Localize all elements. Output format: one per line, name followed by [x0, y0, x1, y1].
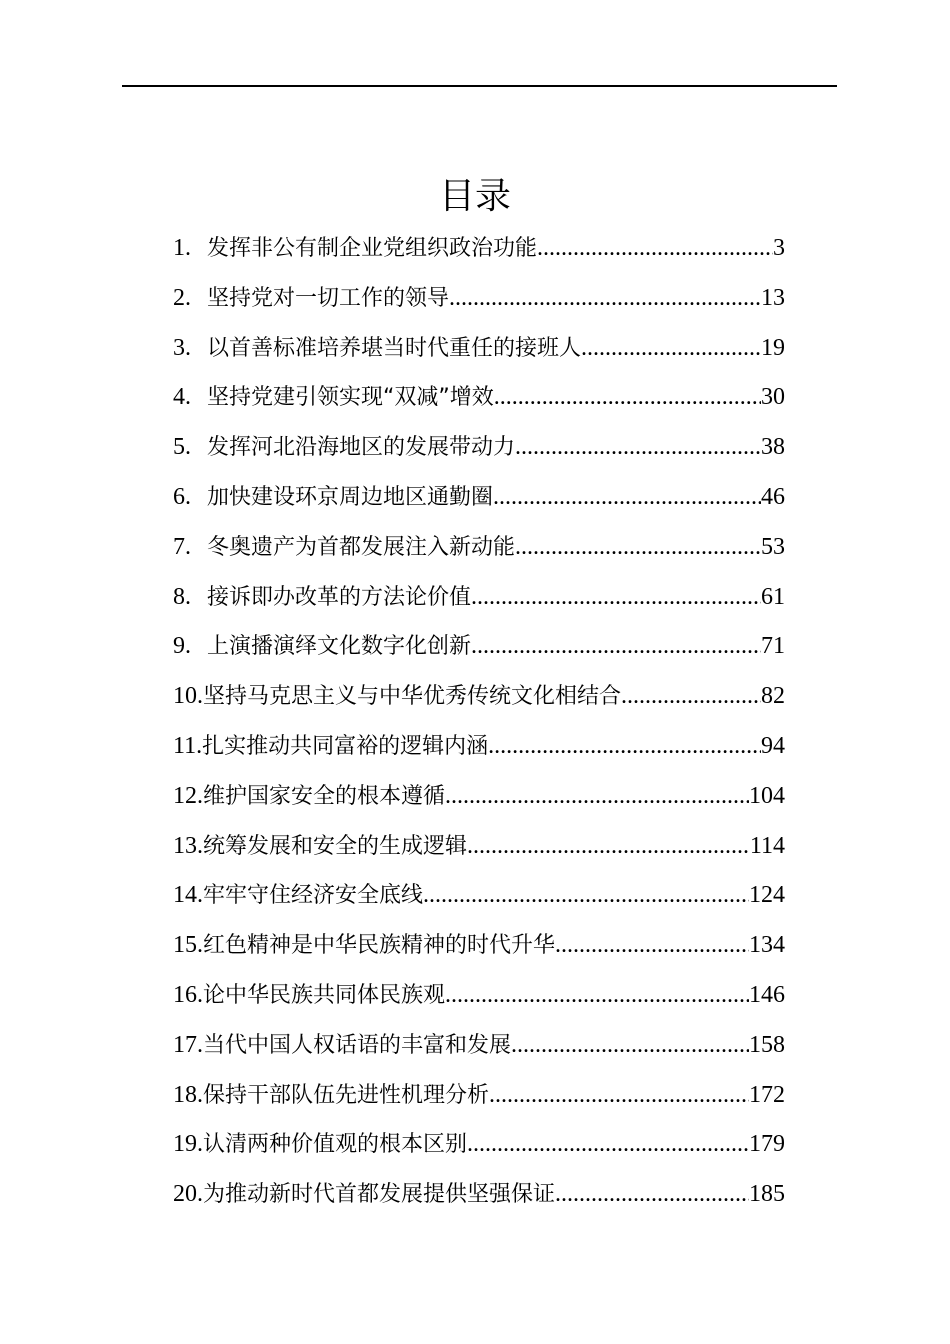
toc-entry-number: 10.: [173, 683, 203, 710]
toc-entry-title: 发挥非公有制企业党组织政治功能: [207, 236, 538, 261]
toc-entry-number: 6.: [173, 483, 191, 510]
toc-entry-title: 认清两种价值观的根本区别: [203, 1132, 468, 1158]
toc-entry-page: 172: [749, 1081, 785, 1108]
toc-entry[interactable]: [173, 523, 785, 573]
toc-entry-title: 论中华民族共同体民族观: [203, 982, 446, 1008]
toc-leader-dots: [537, 224, 773, 274]
toc-entry-number: 13.: [173, 832, 203, 859]
toc-entry-page: 146: [749, 981, 785, 1008]
toc-entry-title: 冬奥遗产为首都发展注入新动能: [207, 534, 516, 560]
toc-entry-number: 19.: [173, 1131, 203, 1158]
toc-entry-title: 以首善标准培养堪当时代重任的接班人: [207, 335, 582, 361]
toc-entry-page: 46: [761, 483, 785, 510]
toc-entry-page: 179: [749, 1131, 785, 1158]
toc-entry-page: 158: [749, 1031, 785, 1058]
toc-entry-number: 15.: [173, 932, 203, 959]
toc-entry-title: 当代中国人权话语的丰富和发展: [203, 1032, 512, 1058]
toc-entry-number: 1.: [173, 235, 191, 261]
toc-title: 目录: [438, 176, 511, 217]
toc-entry-number: 3.: [173, 334, 191, 361]
toc-entry[interactable]: [173, 622, 785, 672]
toc-leader-dots: [555, 921, 749, 971]
toc-entry-title: 加快建设环京周边地区通勤圈: [207, 484, 494, 510]
toc-entry-title: 统筹发展和安全的生成逻辑: [203, 833, 468, 859]
toc-entry-page: 30: [761, 384, 785, 411]
toc-entry[interactable]: [173, 573, 785, 623]
toc-entry[interactable]: [173, 921, 785, 971]
toc-leader-dots: [493, 473, 761, 523]
toc-entry-page: 114: [749, 832, 785, 859]
toc-entry-title: 坚持马克思主义与中华优秀传统文化相结合: [203, 684, 622, 710]
toc-leader-dots: [515, 523, 761, 573]
toc-entry-page: 134: [749, 932, 785, 959]
toc-entry[interactable]: [173, 822, 785, 872]
toc-leader-dots: [467, 822, 750, 872]
toc-leader-dots: [449, 274, 761, 324]
toc-leader-dots: [489, 1071, 749, 1121]
toc-entry-number: 9.: [173, 633, 191, 660]
toc-entry-title: 牢牢守住经济安全底线: [203, 883, 424, 909]
toc-entry[interactable]: [173, 1071, 785, 1121]
toc-entry-page: 19: [761, 334, 785, 361]
toc-entry-number: 2.: [173, 284, 191, 311]
toc-entry-page: 38: [761, 434, 785, 461]
toc-entry-number: 4.: [173, 384, 191, 411]
toc-entry-title: 为推动新时代首都发展提供坚强保证: [203, 1182, 556, 1208]
toc-entry[interactable]: [173, 224, 785, 274]
toc-leader-dots: [494, 373, 761, 423]
toc-leader-dots: [621, 672, 761, 722]
toc-leader-dots: [423, 871, 749, 921]
toc-leader-dots: [471, 622, 761, 672]
toc-entry-number: 11.: [173, 732, 203, 759]
toc-leader-dots: [515, 423, 761, 473]
toc-entry-number: 17.: [173, 1031, 203, 1058]
toc-entry[interactable]: [173, 672, 785, 722]
toc-entry[interactable]: [173, 871, 785, 921]
toc-leader-dots: [445, 971, 749, 1021]
toc-entry-number: 12.: [173, 782, 203, 809]
toc-entry-number: 18.: [173, 1081, 203, 1108]
toc-entry-number: 8.: [173, 583, 191, 610]
toc-entry[interactable]: [173, 1021, 785, 1071]
toc-leader-dots: [488, 722, 761, 772]
toc-entry[interactable]: [173, 722, 785, 772]
toc-entry-page: 13: [761, 284, 785, 311]
header-rule: [122, 85, 837, 87]
toc-entry-title: 红色精神是中华民族精神的时代升华: [203, 933, 556, 959]
toc-entry[interactable]: [173, 1120, 785, 1170]
toc-entry-page: 185: [749, 1181, 785, 1208]
toc-entry-page: 3: [773, 235, 785, 261]
toc-entry-page: 104: [749, 782, 785, 809]
toc-leader-dots: [511, 1021, 749, 1071]
toc-entry-page: 53: [761, 533, 785, 560]
toc-entry[interactable]: [173, 324, 785, 374]
toc-entry[interactable]: [173, 473, 785, 523]
toc-entry-page: 94: [761, 732, 785, 759]
toc-leader-dots: [555, 1170, 749, 1220]
toc-entry-number: 16.: [173, 981, 203, 1008]
toc-entry[interactable]: [173, 423, 785, 473]
toc-entry-title: 坚持党对一切工作的领导: [207, 285, 450, 311]
toc-entry[interactable]: [173, 274, 785, 324]
toc-entry-number: 7.: [173, 533, 191, 560]
toc-entry[interactable]: [173, 373, 785, 423]
toc-leader-dots: [471, 573, 761, 623]
toc-entry-number: 20.: [173, 1181, 203, 1208]
toc-entry-page: 71: [761, 633, 785, 660]
toc-leader-dots: [445, 772, 749, 822]
toc-entry-page: 61: [761, 583, 785, 610]
toc-leader-dots: [467, 1120, 749, 1170]
toc-entry-title: 发挥河北沿海地区的发展带动力: [207, 435, 516, 461]
toc-entry-title: 扎实推动共同富裕的逻辑内涵: [202, 733, 489, 759]
toc-entry-number: 14.: [173, 882, 203, 909]
toc-entry-title: 接诉即办改革的方法论价值: [207, 584, 472, 610]
toc-entry-title: 上演播演绎文化数字化创新: [207, 634, 472, 660]
toc-entry-page: 82: [761, 683, 785, 710]
toc-list: [173, 224, 785, 1220]
toc-entry[interactable]: [173, 772, 785, 822]
toc-entry[interactable]: [173, 971, 785, 1021]
toc-entry-title: 坚持党建引领实现“双减”增效: [207, 385, 494, 411]
toc-entry-title: 保持干部队伍先进性机理分析: [203, 1082, 490, 1108]
toc-entry[interactable]: [173, 1170, 785, 1220]
toc-leader-dots: [581, 324, 761, 374]
toc-entry-number: 5.: [173, 434, 191, 461]
toc-entry-title: 维护国家安全的根本遵循: [203, 783, 446, 809]
toc-entry-page: 124: [749, 882, 785, 909]
